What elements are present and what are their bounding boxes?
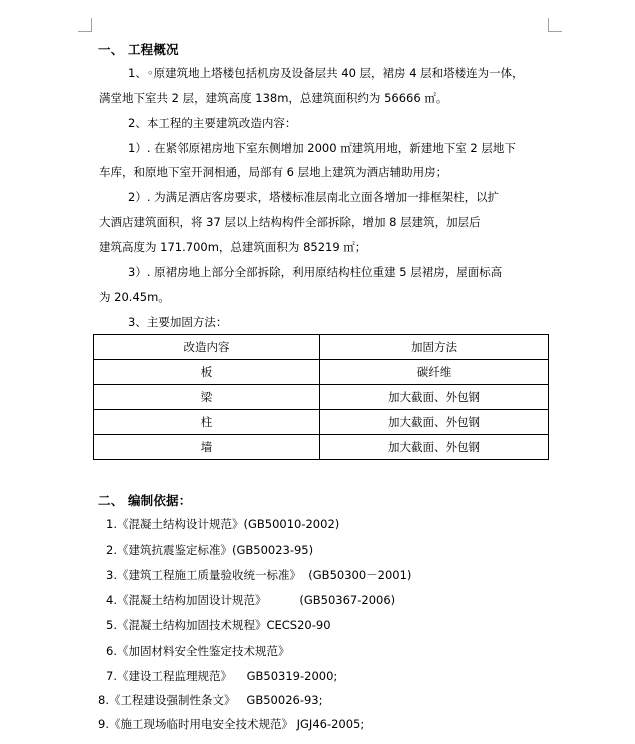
basis-list-item: 1.《混凝土结构设计规范》(GB50010-2002) bbox=[106, 517, 340, 531]
table-cell: 加大截面、外包钢 bbox=[320, 385, 549, 410]
table-header-row bbox=[94, 335, 549, 360]
basis-list-item: 9.《施工现场临时用电安全技术规范》 JGJ46-2005; bbox=[98, 717, 365, 731]
paragraph-line: 2、本工程的主要建筑改造内容： bbox=[128, 116, 297, 130]
table-row bbox=[94, 385, 549, 410]
basis-list-item: 4.《混凝土结构加固设计规范》 (GB50367-2006) bbox=[106, 593, 396, 607]
paragraph-line: 车库，和原地下室开洞相通，局部有 6 层地上建筑为酒店辅助用房； bbox=[99, 165, 448, 179]
top-left-margin-mark bbox=[78, 18, 92, 32]
paragraph-line: 3、主要加固方法： bbox=[128, 315, 228, 329]
section1-heading: 一、 工程概况 bbox=[98, 42, 179, 57]
paragraph-line: 满堂地下室共 2 层，建筑高度 138m，总建筑面积约为 56666 ㎡。 bbox=[99, 91, 448, 105]
basis-list-item: 3.《建筑工程施工质量验收统一标准》 (GB50300－2001) bbox=[106, 568, 412, 582]
basis-list-item: 7.《建设工程监理规范》 GB50319-2000; bbox=[106, 669, 338, 683]
section2-heading: 二、 编制依据： bbox=[98, 493, 192, 508]
table-header-cell: 加固方法 bbox=[320, 335, 549, 360]
basis-list-item: 8.《工程建设强制性条文》 GB50026-93; bbox=[98, 693, 323, 707]
table-cell: 板 bbox=[94, 360, 320, 385]
table-cell: 加大截面、外包钢 bbox=[320, 410, 549, 435]
basis-list-item: 6.《加固材料安全性鉴定技术规范》 bbox=[106, 644, 290, 658]
paragraph-line: 1）. 在紧邻原裙房地下室东侧增加 2000 ㎡建筑用地，新建地下室 2 层地下 bbox=[128, 141, 516, 155]
paragraph-line: 建筑高度为 171.700m，总建筑面积为 85219 ㎡； bbox=[99, 240, 367, 254]
paragraph-line: 1、◦原建筑地上塔楼包括机房及设备层共 40 层，裙房 4 层和塔楼连为一体， bbox=[128, 66, 524, 80]
table-cell: 加大截面、外包钢 bbox=[320, 435, 549, 460]
top-right-margin-mark bbox=[548, 18, 562, 32]
table-cell: 梁 bbox=[94, 385, 320, 410]
reinforcement-table bbox=[93, 334, 549, 460]
table-header-cell: 改造内容 bbox=[94, 335, 320, 360]
basis-list-item: 2.《建筑抗震鉴定标准》(GB50023-95) bbox=[106, 543, 314, 557]
table-cell: 柱 bbox=[94, 410, 320, 435]
table-row bbox=[94, 360, 549, 385]
table-row bbox=[94, 410, 549, 435]
paragraph-line: 3）. 原裙房地上部分全部拆除，利用原结构柱位重建 5 层裙房，屋面标高 bbox=[128, 265, 503, 279]
paragraph-line: 为 20.45m。 bbox=[99, 290, 170, 304]
basis-list-item: 5.《混凝土结构加固技术规程》CECS20-90 bbox=[106, 618, 331, 632]
table-cell: 碳纤维 bbox=[320, 360, 549, 385]
table-row bbox=[94, 435, 549, 460]
paragraph-line: 大酒店建筑面积，将 37 层以上结构构件全部拆除，增加 8 层建筑，加层后 bbox=[99, 215, 481, 229]
paragraph-line: 2）. 为满足酒店客房要求，塔楼标准层南北立面各增加一排框架柱，以扩 bbox=[128, 190, 500, 204]
table-cell: 墙 bbox=[94, 435, 320, 460]
